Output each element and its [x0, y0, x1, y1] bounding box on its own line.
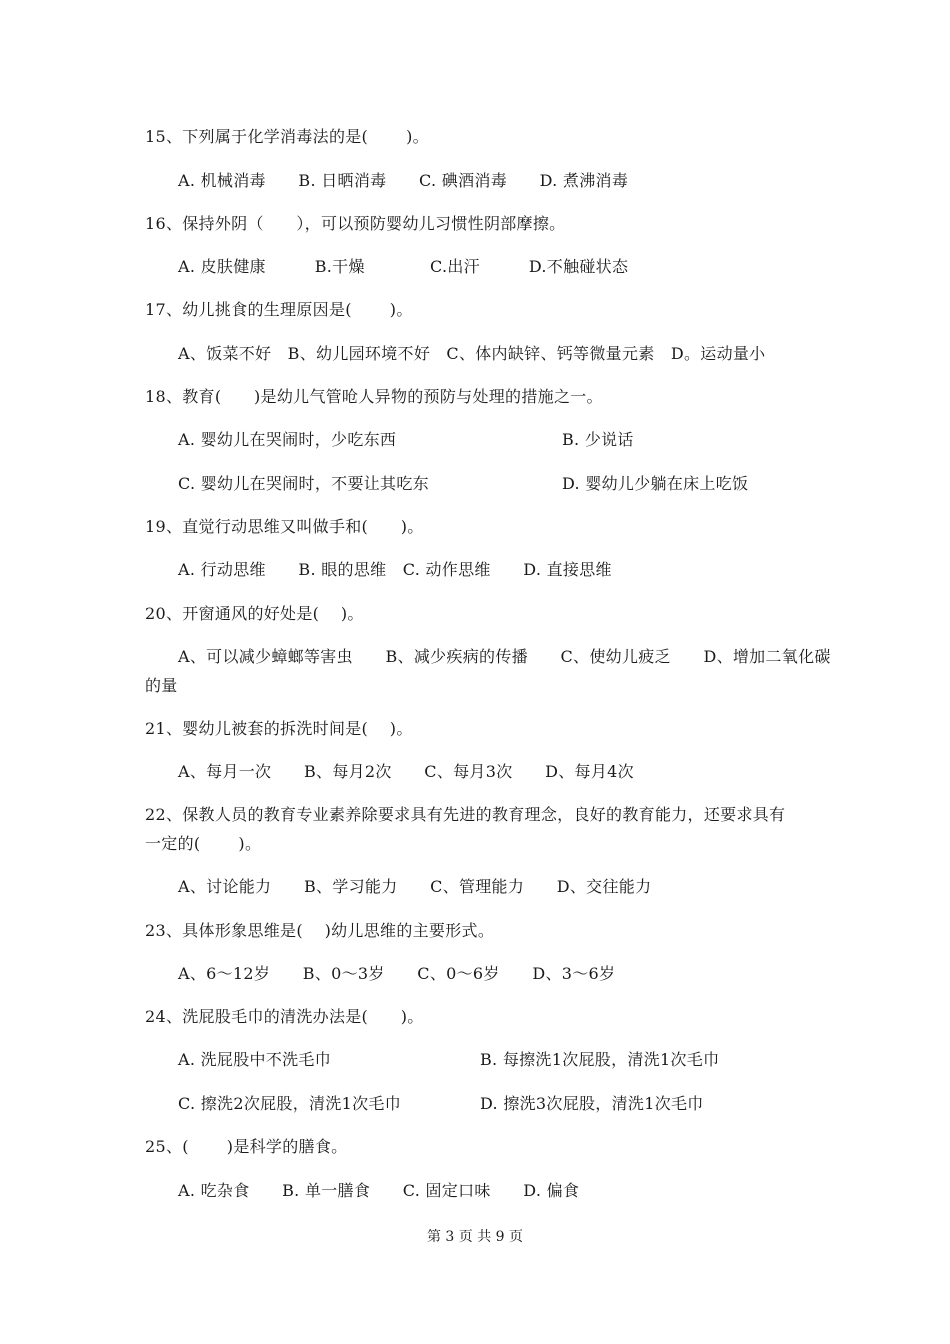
question-24-option-b: B. 每擦洗1次屁股，清洗1次毛巾 — [480, 1050, 720, 1069]
question-21-options: A、每月一次 B、每月2次 C、每月3次 D、每月4次 — [178, 762, 634, 781]
question-24-option-d: D. 擦洗3次屁股，清洗1次毛巾 — [480, 1094, 704, 1113]
question-20-options-line2: 的量 — [145, 676, 178, 695]
question-16-options: A. 皮肤健康 B.干燥 C.出汗 D.不触碰状态 — [178, 257, 629, 276]
question-18-option-d: D. 婴幼儿少躺在床上吃饭 — [562, 474, 749, 493]
question-20-options-line1: A、可以减少蟑螂等害虫 B、减少疾病的传播 C、使幼儿疲乏 D、增加二氧化碳 — [178, 647, 831, 666]
question-24-option-c: C. 擦洗2次屁股，清洗1次毛巾 — [178, 1094, 402, 1113]
question-23-stem: 23、具体形象思维是( )幼儿思维的主要形式。 — [145, 921, 495, 940]
question-17-stem: 17、幼儿挑食的生理原因是( )。 — [145, 300, 413, 319]
question-22-stem-line2: 一定的( )。 — [145, 834, 262, 853]
question-18-stem: 18、教育( )是幼儿气管呛人异物的预防与处理的措施之一。 — [145, 387, 603, 406]
question-20-stem: 20、开窗通风的好处是( )。 — [145, 604, 364, 623]
question-22-options: A、讨论能力 B、学习能力 C、管理能力 D、交往能力 — [178, 877, 652, 896]
page-number-footer: 第 3 页 共 9 页 — [426, 1229, 524, 1245]
question-18-option-a: A. 婴幼儿在哭闹时，少吃东西 — [178, 430, 397, 449]
question-22-stem-line1: 22、保教人员的教育专业素养除要求具有先进的教育理念，良好的教育能力，还要求具有 — [145, 805, 786, 824]
question-15-stem: 15、下列属于化学消毒法的是( )。 — [145, 127, 429, 146]
question-17-options: A、饭菜不好 B、幼儿园环境不好 C、体内缺锌、钙等微量元素 D。运动量小 — [178, 344, 766, 363]
question-24-option-a: A. 洗屁股中不洗毛巾 — [178, 1050, 332, 1069]
question-21-stem: 21、婴幼儿被套的拆洗时间是( )。 — [145, 719, 413, 738]
question-24-stem: 24、洗屁股毛巾的清洗办法是( )。 — [145, 1007, 424, 1026]
question-19-options: A. 行动思维 B. 眼的思维 C. 动作思维 D. 直接思维 — [178, 560, 612, 579]
question-23-options: A、6～12岁 B、0～3岁 C、0～6岁 D、3～6岁 — [178, 964, 616, 983]
question-25-stem: 25、( )是科学的膳食。 — [145, 1137, 348, 1156]
question-15-options: A. 机械消毒 B. 日晒消毒 C. 碘酒消毒 D. 煮沸消毒 — [178, 171, 629, 190]
question-25-options: A. 吃杂食 B. 单一膳食 C. 固定口味 D. 偏食 — [178, 1181, 580, 1200]
question-16-stem: 16、保持外阴（ ），可以预防婴幼儿习惯性阴部摩擦。 — [145, 214, 566, 233]
question-19-stem: 19、直觉行动思维又叫做手和( )。 — [145, 517, 424, 536]
question-18-option-c: C. 婴幼儿在哭闹时，不要让其吃东 — [178, 474, 429, 493]
question-18-option-b: B. 少说话 — [562, 430, 634, 449]
